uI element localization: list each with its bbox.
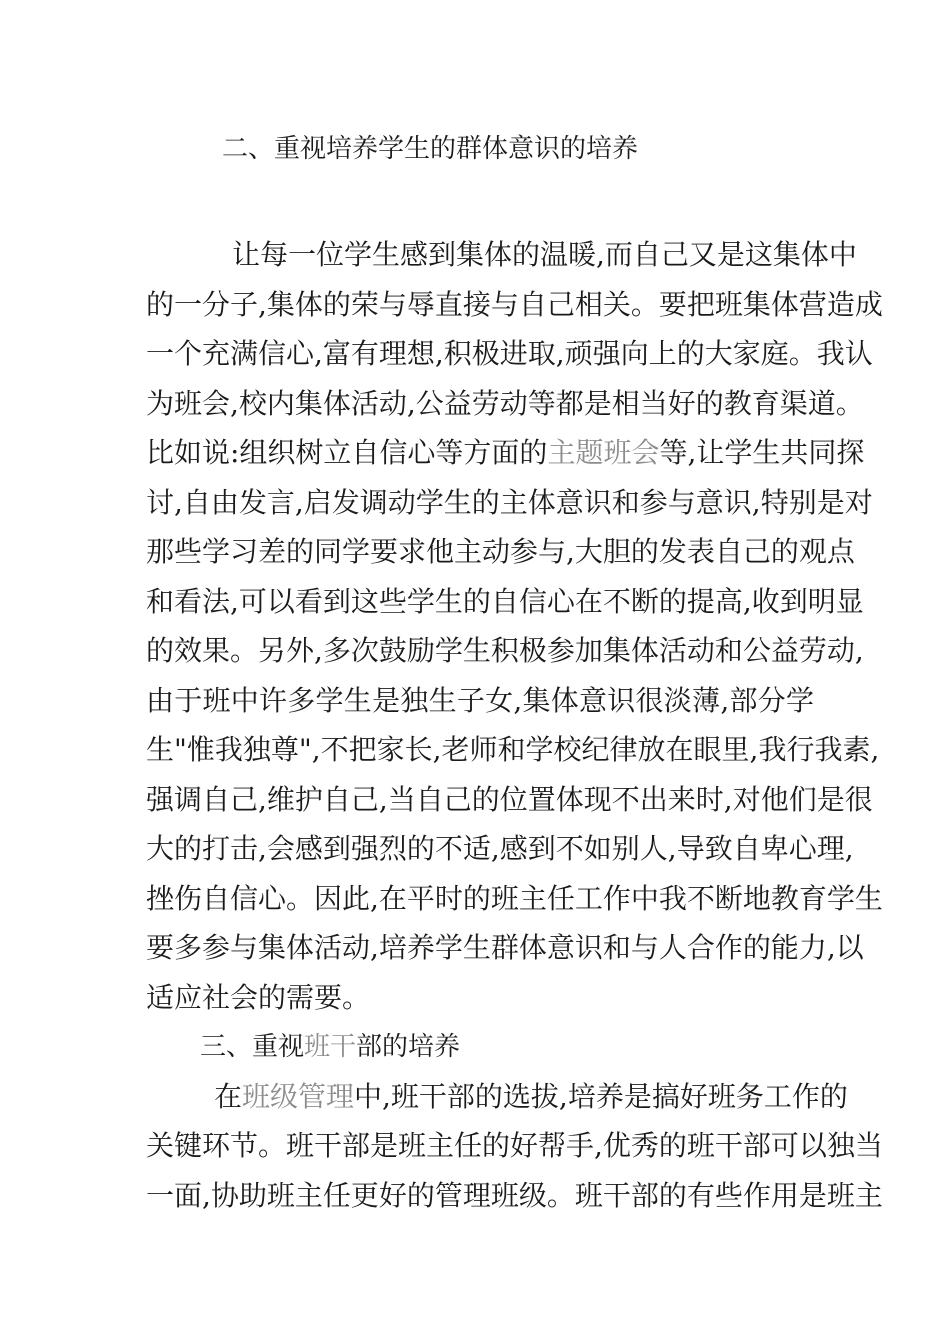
paragraph-line	[146, 436, 865, 470]
section-heading-2: 二、重视培养学生的群体意识的培养	[222, 134, 639, 164]
line-text: 在	[214, 1080, 243, 1113]
paragraph-line: 要多参与集体活动,培养学生群体意识和与人合作的能力,以	[146, 931, 864, 964]
paragraph-line: 让每一位学生感到集体的温暖,而自己又是这集体中	[232, 238, 857, 271]
class-management-link[interactable]: 班级管理	[242, 1080, 355, 1113]
line-text: 比如说:组织树立自信心等方面的	[146, 436, 548, 469]
paragraph-line: 一个充满信心,富有理想,积极进取,顽强向上的大家庭。我认	[146, 337, 873, 370]
paragraph-line: 讨,自由发言,启发调动学生的主体意识和参与意识,特别是对	[146, 486, 873, 519]
paragraph-line: 关键环节。班干部是班主任的好帮手,优秀的班干部可以独当	[146, 1129, 883, 1162]
class-cadre-link[interactable]: 班干	[304, 1032, 357, 1062]
paragraph-line: 和看法,可以看到这些学生的自信心在不断的提高,收到明显	[146, 585, 864, 618]
paragraph-line: 那些学习差的同学要求他主动参与,大胆的发表自己的观点	[146, 535, 855, 568]
paragraph-line: 强调自己,维护自己,当自己的位置体现不出来时,对他们是很	[146, 783, 873, 816]
line-text: 等,让学生共同探	[659, 436, 865, 469]
paragraph-line: 适应社会的需要。	[146, 981, 371, 1014]
paragraph-line	[214, 1080, 848, 1114]
paragraph-line: 为班会,校内集体活动,公益劳动等都是相当好的教育渠道。	[146, 387, 864, 420]
paragraph-line: 由于班中许多学生是独生子女,集体意识很淡薄,部分学	[146, 684, 814, 717]
paragraph-line: 的一分子,集体的荣与辱直接与自己相关。要把班集体营造成	[146, 288, 883, 321]
paragraph-line: 生"惟我独尊",不把家长,老师和学校纪律放在眼里,我行我素,	[146, 733, 880, 766]
paragraph-line: 一面,协助班主任更好的管理班级。班干部的有些作用是班主	[146, 1179, 883, 1212]
section-heading-3	[200, 1031, 460, 1063]
topic-class-meeting-link[interactable]: 主题班会	[547, 436, 660, 469]
paragraph-line: 的效果。另外,多次鼓励学生积极参加集体活动和公益劳动,	[146, 634, 864, 667]
paragraph-line: 大的打击,会感到强烈的不适,感到不如别人,导致自卑心理,	[146, 832, 854, 865]
paragraph-line: 挫伤自信心。因此,在平时的班主任工作中我不断地教育学生	[146, 882, 883, 915]
line-text: 中,班干部的选拔,培养是搞好班务工作的	[354, 1080, 848, 1113]
heading-text: 三、重视	[200, 1032, 305, 1062]
heading-text: 部的培养	[356, 1032, 461, 1062]
